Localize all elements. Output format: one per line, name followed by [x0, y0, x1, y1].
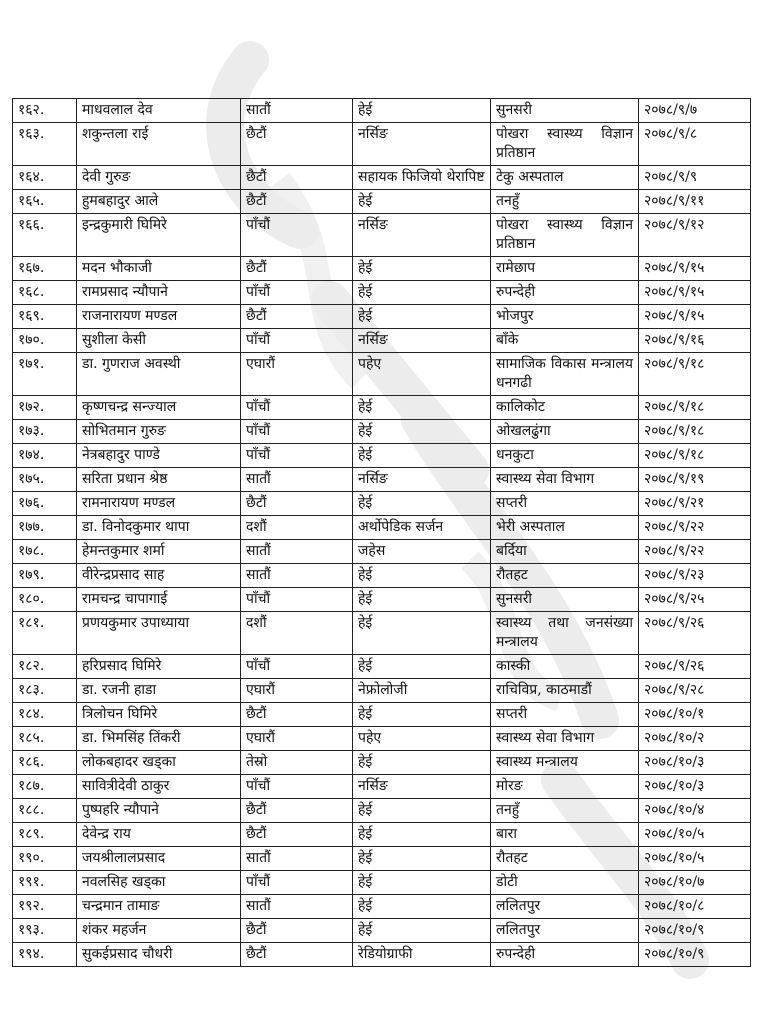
- level-cell: पाँचौं: [241, 444, 353, 468]
- name-cell: हरिप्रसाद घिमिरे: [77, 655, 241, 679]
- table-row: [13, 214, 751, 257]
- date-cell: २०७८/१०/३: [639, 751, 751, 775]
- table-row: [13, 943, 751, 967]
- date-cell: २०७८/१०/३: [639, 775, 751, 799]
- serial-number-cell: १७४.: [13, 444, 77, 468]
- office-cell: धनकुटा: [491, 444, 639, 468]
- serial-number-cell: १८५.: [13, 727, 77, 751]
- service-cell: हेई: [353, 99, 491, 123]
- date-cell: २०७८/९/९: [639, 166, 751, 190]
- date-cell: २०७८/९/२२: [639, 516, 751, 540]
- level-cell: तेस्रो: [241, 751, 353, 775]
- serial-number-cell: १९३.: [13, 919, 77, 943]
- date-cell: २०७८/९/१९: [639, 468, 751, 492]
- office-cell: सप्तरी: [491, 492, 639, 516]
- level-cell: दशौं: [241, 612, 353, 655]
- level-cell: पाँचौं: [241, 420, 353, 444]
- records-table: [12, 98, 751, 967]
- serial-number-cell: १८२.: [13, 655, 77, 679]
- name-cell: डा. गुणराज अवस्थी: [77, 353, 241, 396]
- office-cell: सप्तरी: [491, 703, 639, 727]
- table-row: [13, 468, 751, 492]
- service-cell: नेफ्रोलोजी: [353, 679, 491, 703]
- table-row: [13, 516, 751, 540]
- level-cell: पाँचौं: [241, 214, 353, 257]
- office-cell: टेकु अस्पताल: [491, 166, 639, 190]
- level-cell: सातौं: [241, 99, 353, 123]
- name-cell: पुष्पहरि न्यौपाने: [77, 799, 241, 823]
- name-cell: डा. विनोदकुमार थापा: [77, 516, 241, 540]
- name-cell: देवेन्द्र राय: [77, 823, 241, 847]
- table-row: [13, 540, 751, 564]
- office-cell: मोरङ: [491, 775, 639, 799]
- name-cell: डा. भिमसिंह तिंकरी: [77, 727, 241, 751]
- date-cell: २०७८/९/२१: [639, 492, 751, 516]
- serial-number-cell: १८७.: [13, 775, 77, 799]
- service-cell: हेई: [353, 492, 491, 516]
- serial-number-cell: १८३.: [13, 679, 77, 703]
- level-cell: सातौं: [241, 468, 353, 492]
- date-cell: २०७८/१०/५: [639, 823, 751, 847]
- level-cell: सातौं: [241, 847, 353, 871]
- table-row: [13, 444, 751, 468]
- date-cell: २०७८/९/१६: [639, 329, 751, 353]
- office-cell: ललितपुर: [491, 895, 639, 919]
- date-cell: २०७८/९/१५: [639, 281, 751, 305]
- table-row: [13, 257, 751, 281]
- office-cell: स्वास्थ्य सेवा विभाग: [491, 727, 639, 751]
- table-row: [13, 823, 751, 847]
- office-cell: सामाजिक विकास मन्त्रालय धनगढी: [491, 353, 639, 396]
- service-cell: नर्सिङ: [353, 775, 491, 799]
- level-cell: छैटौं: [241, 823, 353, 847]
- level-cell: छैटौं: [241, 123, 353, 166]
- date-cell: २०७८/९/२५: [639, 588, 751, 612]
- office-cell: स्वास्थ्य तथा जनसंख्या मन्त्रालय: [491, 612, 639, 655]
- table-row: [13, 588, 751, 612]
- name-cell: कृष्णचन्द्र सन्ज्याल: [77, 396, 241, 420]
- table-row: [13, 612, 751, 655]
- level-cell: सातौं: [241, 564, 353, 588]
- office-cell: भोजपुर: [491, 305, 639, 329]
- office-cell: रौतहट: [491, 564, 639, 588]
- service-cell: नर्सिङ: [353, 329, 491, 353]
- date-cell: २०७८/९/२८: [639, 679, 751, 703]
- date-cell: २०७८/१०/१: [639, 703, 751, 727]
- table-row: [13, 420, 751, 444]
- date-cell: २०७८/९/२२: [639, 540, 751, 564]
- date-cell: २०७८/९/८: [639, 123, 751, 166]
- table-row: [13, 727, 751, 751]
- level-cell: एघारौं: [241, 727, 353, 751]
- name-cell: शकुन्तला राई: [77, 123, 241, 166]
- serial-number-cell: १९४.: [13, 943, 77, 967]
- name-cell: हुमबहादुर आले: [77, 190, 241, 214]
- serial-number-cell: १९०.: [13, 847, 77, 871]
- name-cell: लोकबहादर खड्का: [77, 751, 241, 775]
- serial-number-cell: १९२.: [13, 895, 77, 919]
- date-cell: २०७८/१०/८: [639, 895, 751, 919]
- name-cell: सावित्रीदेवी ठाकुर: [77, 775, 241, 799]
- name-cell: वीरेन्द्रप्रसाद साह: [77, 564, 241, 588]
- date-cell: २०७८/१०/७: [639, 871, 751, 895]
- office-cell: स्वास्थ्य सेवा विभाग: [491, 468, 639, 492]
- date-cell: २०७८/९/२६: [639, 612, 751, 655]
- serial-number-cell: १८०.: [13, 588, 77, 612]
- table-row: [13, 353, 751, 396]
- service-cell: हेई: [353, 564, 491, 588]
- office-cell: भेरी अस्पताल: [491, 516, 639, 540]
- office-cell: स्वास्थ्य मन्त्रालय: [491, 751, 639, 775]
- service-cell: हेई: [353, 703, 491, 727]
- table-row: [13, 655, 751, 679]
- serial-number-cell: १७३.: [13, 420, 77, 444]
- serial-number-cell: १८९.: [13, 823, 77, 847]
- serial-number-cell: १६५.: [13, 190, 77, 214]
- date-cell: २०७८/९/७: [639, 99, 751, 123]
- date-cell: २०७८/९/१५: [639, 305, 751, 329]
- date-cell: २०७८/९/२३: [639, 564, 751, 588]
- table-row: [13, 871, 751, 895]
- level-cell: दशौं: [241, 516, 353, 540]
- name-cell: रामप्रसाद न्यौपाने: [77, 281, 241, 305]
- date-cell: २०७८/१०/५: [639, 847, 751, 871]
- name-cell: मदन भौकाजी: [77, 257, 241, 281]
- service-cell: रेडियोग्राफी: [353, 943, 491, 967]
- level-cell: छैटौं: [241, 305, 353, 329]
- level-cell: छैटौं: [241, 943, 353, 967]
- service-cell: नर्सिङ: [353, 214, 491, 257]
- date-cell: २०७८/९/१८: [639, 396, 751, 420]
- serial-number-cell: १६२.: [13, 99, 77, 123]
- name-cell: सुकईप्रसाद चौधरी: [77, 943, 241, 967]
- level-cell: छैटौं: [241, 799, 353, 823]
- serial-number-cell: १८४.: [13, 703, 77, 727]
- table-row: [13, 123, 751, 166]
- table-row: [13, 895, 751, 919]
- office-cell: ओखलढुंगा: [491, 420, 639, 444]
- service-cell: हेई: [353, 751, 491, 775]
- service-cell: हेई: [353, 612, 491, 655]
- service-cell: हेई: [353, 799, 491, 823]
- service-cell: हेई: [353, 919, 491, 943]
- office-cell: बाँके: [491, 329, 639, 353]
- office-cell: पोखरा स्वास्थ्य विज्ञान प्रतिष्ठान: [491, 214, 639, 257]
- serial-number-cell: १६४.: [13, 166, 77, 190]
- serial-number-cell: १८८.: [13, 799, 77, 823]
- serial-number-cell: १७८.: [13, 540, 77, 564]
- office-cell: सुनसरी: [491, 99, 639, 123]
- date-cell: २०७८/९/१८: [639, 444, 751, 468]
- table-row: [13, 564, 751, 588]
- table-row: [13, 190, 751, 214]
- level-cell: छैटौं: [241, 257, 353, 281]
- office-cell: बारा: [491, 823, 639, 847]
- name-cell: सोभितमान गुरुङ: [77, 420, 241, 444]
- level-cell: पाँचौं: [241, 588, 353, 612]
- table-row: [13, 751, 751, 775]
- level-cell: छैटौं: [241, 190, 353, 214]
- date-cell: २०७८/१०/४: [639, 799, 751, 823]
- service-cell: अर्थोपेडिक सर्जन: [353, 516, 491, 540]
- serial-number-cell: १७६.: [13, 492, 77, 516]
- date-cell: २०७८/१०/९: [639, 943, 751, 967]
- service-cell: हेई: [353, 396, 491, 420]
- service-cell: जहेस: [353, 540, 491, 564]
- office-cell: डोटी: [491, 871, 639, 895]
- level-cell: पाँचौं: [241, 655, 353, 679]
- table-row: [13, 679, 751, 703]
- service-cell: हेई: [353, 281, 491, 305]
- name-cell: डा. रजनी हाडा: [77, 679, 241, 703]
- service-cell: हेई: [353, 588, 491, 612]
- name-cell: त्रिलोचन घिमिरे: [77, 703, 241, 727]
- serial-number-cell: १७७.: [13, 516, 77, 540]
- service-cell: हेई: [353, 655, 491, 679]
- name-cell: नवलसिह खड्का: [77, 871, 241, 895]
- table-row: [13, 492, 751, 516]
- name-cell: चन्द्रमान तामाङ: [77, 895, 241, 919]
- date-cell: २०७८/९/११: [639, 190, 751, 214]
- table-row: [13, 847, 751, 871]
- name-cell: शंकर महर्जन: [77, 919, 241, 943]
- service-cell: हेई: [353, 847, 491, 871]
- serial-number-cell: १६८.: [13, 281, 77, 305]
- serial-number-cell: १७९.: [13, 564, 77, 588]
- office-cell: रुपन्देही: [491, 281, 639, 305]
- service-cell: पहेए: [353, 727, 491, 751]
- date-cell: २०७८/१०/२: [639, 727, 751, 751]
- name-cell: सुशीला केसी: [77, 329, 241, 353]
- date-cell: २०७८/१०/९: [639, 919, 751, 943]
- table-row: [13, 919, 751, 943]
- serial-number-cell: १६३.: [13, 123, 77, 166]
- level-cell: सातौं: [241, 540, 353, 564]
- level-cell: छैटौं: [241, 166, 353, 190]
- name-cell: नेत्रबहादुर पाण्डे: [77, 444, 241, 468]
- serial-number-cell: १९१.: [13, 871, 77, 895]
- table-row: [13, 703, 751, 727]
- table-row: [13, 775, 751, 799]
- service-cell: हेई: [353, 420, 491, 444]
- serial-number-cell: १७०.: [13, 329, 77, 353]
- level-cell: एघारौं: [241, 679, 353, 703]
- office-cell: रामेछाप: [491, 257, 639, 281]
- service-cell: हेई: [353, 823, 491, 847]
- service-cell: हेई: [353, 190, 491, 214]
- service-cell: नर्सिङ: [353, 468, 491, 492]
- level-cell: छैटौं: [241, 492, 353, 516]
- office-cell: राचिविप्र, काठमाडौं: [491, 679, 639, 703]
- service-cell: पहेए: [353, 353, 491, 396]
- date-cell: २०७८/९/१८: [639, 420, 751, 444]
- level-cell: पाँचौं: [241, 871, 353, 895]
- serial-number-cell: १६७.: [13, 257, 77, 281]
- level-cell: पाँचौं: [241, 281, 353, 305]
- name-cell: रामनारायण मण्डल: [77, 492, 241, 516]
- table-row: [13, 396, 751, 420]
- service-cell: हेई: [353, 871, 491, 895]
- service-cell: हेई: [353, 305, 491, 329]
- name-cell: रामचन्द्र चापागाई: [77, 588, 241, 612]
- office-cell: रौतहट: [491, 847, 639, 871]
- office-cell: सुनसरी: [491, 588, 639, 612]
- name-cell: हेमन्तकुमार शर्मा: [77, 540, 241, 564]
- service-cell: हेई: [353, 444, 491, 468]
- serial-number-cell: १८६.: [13, 751, 77, 775]
- name-cell: माधवलाल देव: [77, 99, 241, 123]
- table-row: [13, 281, 751, 305]
- level-cell: पाँचौं: [241, 329, 353, 353]
- table-row: [13, 799, 751, 823]
- serial-number-cell: १६९.: [13, 305, 77, 329]
- office-cell: रुपन्देही: [491, 943, 639, 967]
- level-cell: सातौं: [241, 895, 353, 919]
- serial-number-cell: १७२.: [13, 396, 77, 420]
- office-cell: तनहुँ: [491, 190, 639, 214]
- date-cell: २०७८/९/२६: [639, 655, 751, 679]
- office-cell: तनहुँ: [491, 799, 639, 823]
- level-cell: छैटौं: [241, 703, 353, 727]
- table-row: [13, 166, 751, 190]
- name-cell: जयश्रीलालप्रसाद: [77, 847, 241, 871]
- date-cell: २०७८/९/१२: [639, 214, 751, 257]
- serial-number-cell: १७५.: [13, 468, 77, 492]
- service-cell: सहायक फिजियो थेरापिष्ट: [353, 166, 491, 190]
- office-cell: बर्दिया: [491, 540, 639, 564]
- office-cell: ललितपुर: [491, 919, 639, 943]
- service-cell: हेई: [353, 257, 491, 281]
- date-cell: २०७८/९/१८: [639, 353, 751, 396]
- office-cell: कालिकोट: [491, 396, 639, 420]
- name-cell: प्रणयकुमार उपाध्याया: [77, 612, 241, 655]
- serial-number-cell: १६६.: [13, 214, 77, 257]
- serial-number-cell: १७१.: [13, 353, 77, 396]
- name-cell: सरिता प्रधान श्रेष्ठ: [77, 468, 241, 492]
- table-row: [13, 329, 751, 353]
- level-cell: एघारौं: [241, 353, 353, 396]
- name-cell: देवी गुरुङ: [77, 166, 241, 190]
- level-cell: छैटौं: [241, 919, 353, 943]
- level-cell: पाँचौं: [241, 396, 353, 420]
- records-table-body: [13, 99, 751, 967]
- serial-number-cell: १८१.: [13, 612, 77, 655]
- date-cell: २०७८/९/१५: [639, 257, 751, 281]
- service-cell: हेई: [353, 895, 491, 919]
- office-cell: कास्की: [491, 655, 639, 679]
- table-row: [13, 305, 751, 329]
- level-cell: पाँचौं: [241, 775, 353, 799]
- service-cell: नर्सिङ: [353, 123, 491, 166]
- office-cell: पोखरा स्वास्थ्य विज्ञान प्रतिष्ठान: [491, 123, 639, 166]
- name-cell: इन्द्रकुमारी घिमिरे: [77, 214, 241, 257]
- table-row: [13, 99, 751, 123]
- name-cell: राजनारायण मण्डल: [77, 305, 241, 329]
